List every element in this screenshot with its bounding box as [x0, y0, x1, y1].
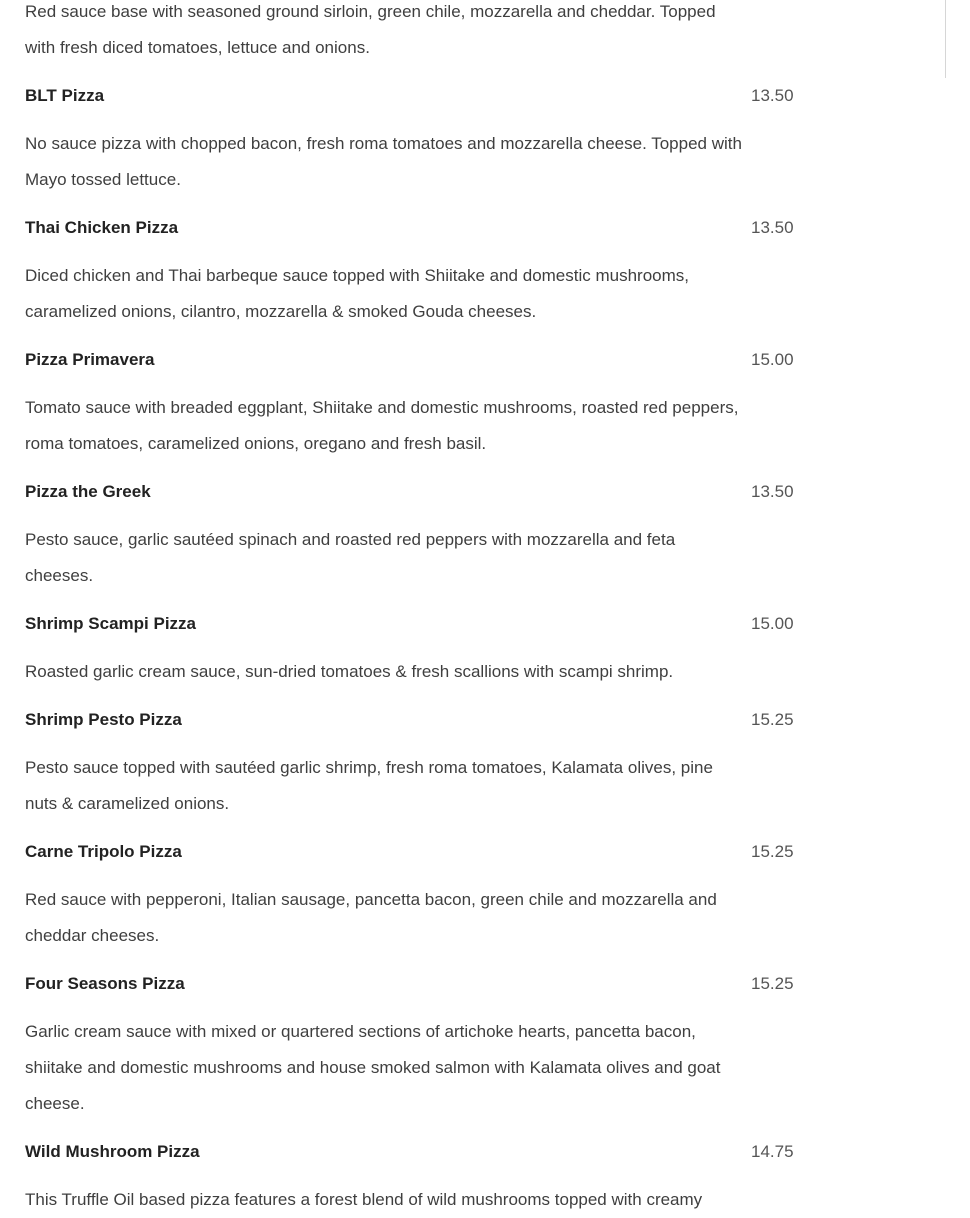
intro-description: Red sauce base with seasoned ground sirloin, green chile, mozzarella and cheddar. Topped with fresh diced tomatoes, lettuce and onions. [25, 2, 716, 57]
item-name: Pizza the Greek [25, 482, 151, 501]
menu-item [25, 342, 805, 462]
item-price: 13.50 [751, 482, 794, 501]
item-name: BLT Pizza [25, 86, 105, 105]
menu-item [25, 210, 805, 330]
menu-item [25, 1134, 805, 1218]
menu-item [25, 78, 805, 198]
item-description: This Truffle Oil based pizza features a forest blend of wild mushrooms topped with creamy [25, 1190, 703, 1209]
item-name: Four Seasons Pizza [25, 974, 185, 993]
menu-item [25, 606, 805, 690]
item-price: 15.25 [751, 710, 794, 729]
menu-item [25, 834, 805, 954]
item-price: 14.75 [751, 1142, 794, 1161]
item-price: 15.25 [751, 842, 794, 861]
right-divider [945, 0, 946, 78]
item-price: 13.50 [751, 218, 794, 237]
menu-item [25, 966, 805, 1122]
item-price: 13.50 [751, 86, 794, 105]
item-price: 15.25 [751, 974, 794, 993]
item-name: Shrimp Scampi Pizza [25, 614, 196, 633]
item-description: Tomato sauce with breaded eggplant, Shiitake and domestic mushrooms, roasted red peppers, roma tomatoes, caramelized onions, oregano and fresh basil. [25, 398, 739, 453]
item-description: Roasted garlic cream sauce, sun-dried tomatoes & fresh scallions with scampi shrimp. [25, 662, 674, 681]
item-name: Wild Mushroom Pizza [25, 1142, 200, 1161]
menu-item [25, 474, 805, 594]
item-description: Diced chicken and Thai barbeque sauce topped with Shiitake and domestic mushrooms, caramelized onions, cilantro, mozzarella & smoked Gouda cheeses. [25, 266, 690, 321]
item-description: Pesto sauce topped with sautéed garlic shrimp, fresh roma tomatoes, Kalamata olives, pine nuts & caramelized onions. [25, 758, 713, 813]
item-description: No sauce pizza with chopped bacon, fresh roma tomatoes and mozzarella cheese. Topped with Mayo tossed lettuce. [25, 134, 742, 189]
item-name: Shrimp Pesto Pizza [25, 710, 182, 729]
menu-item [25, 702, 805, 822]
item-description: Pesto sauce, garlic sautéed spinach and roasted red peppers with mozzarella and feta cheeses. [25, 530, 676, 585]
item-name: Carne Tripolo Pizza [25, 842, 182, 861]
item-price: 15.00 [751, 614, 794, 633]
item-name: Pizza Primavera [25, 350, 155, 369]
item-description: Red sauce with pepperoni, Italian sausage, pancetta bacon, green chile and mozzarella and cheddar cheeses. [25, 890, 717, 945]
pizza-menu-list [25, 0, 805, 1218]
item-description: Garlic cream sauce with mixed or quartered sections of artichoke hearts, pancetta bacon, shiitake and domestic mushrooms and house smoked salmon with Kalamata olives and goat cheese. [25, 1022, 721, 1113]
item-name: Thai Chicken Pizza [25, 218, 179, 237]
item-price: 15.00 [751, 350, 794, 369]
